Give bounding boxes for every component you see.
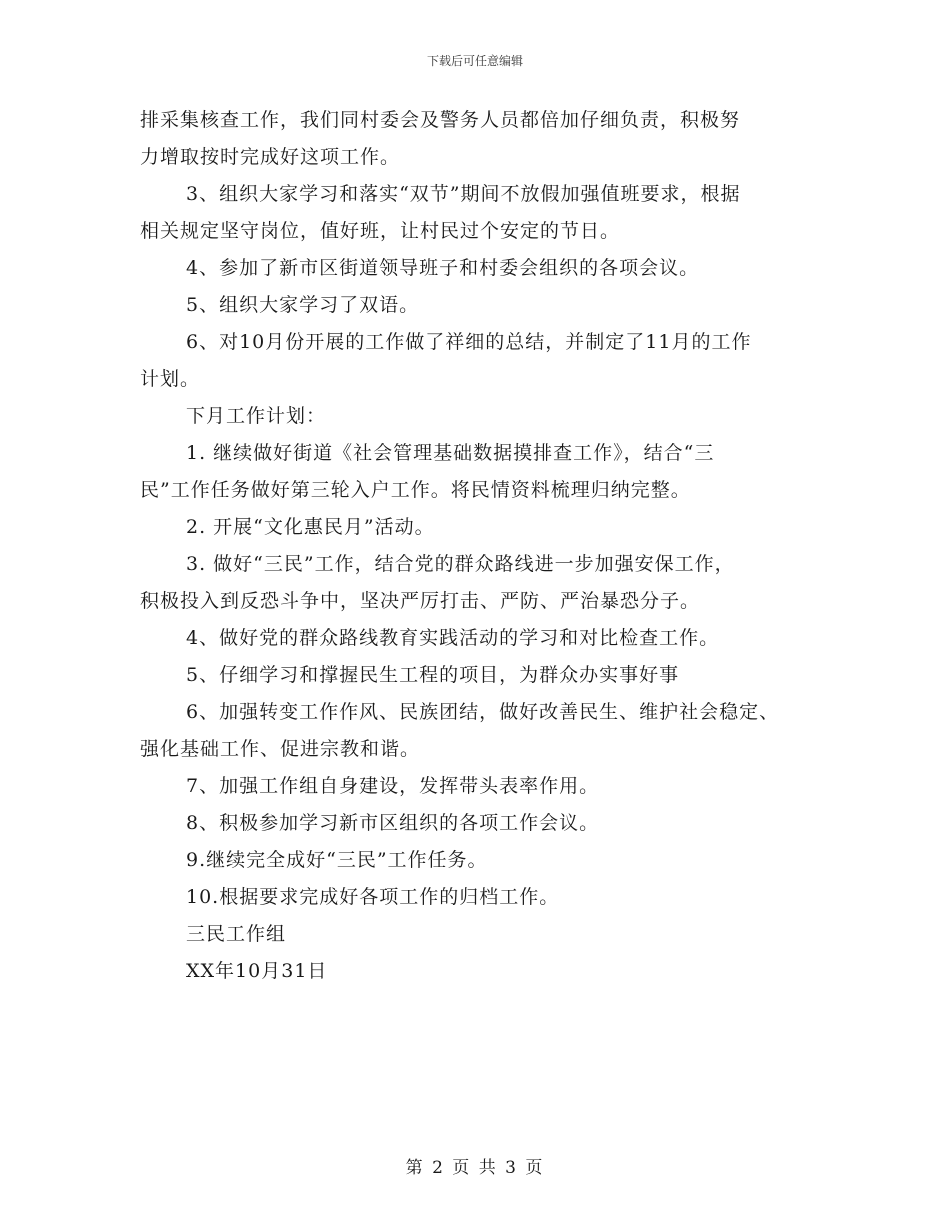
document-line: 3. 做好“三民”工作，结合党的群众路线进一步加强安保工作， xyxy=(186,553,735,575)
document-line: 2. 开展“文化惠民月”活动。 xyxy=(186,516,435,538)
page-number-footer: 第 2 页 共 3 页 xyxy=(405,1158,545,1178)
document-line: 8、积极参加学习新市区组织的各项工作会议。 xyxy=(186,812,600,834)
document-line: 5、仔细学习和撑握民生工程的项目，为群众办实事好事 xyxy=(186,664,680,686)
document-line: 3、组织大家学习和落实“双节”期间不放假加强值班要求，根据 xyxy=(186,183,741,205)
document-line: 7、加强工作组自身建设，发挥带头表率作用。 xyxy=(186,775,600,797)
document-line: 积极投入到反恐斗争中，坚决严厉打击、严防、严治暴恐分子。 xyxy=(140,590,701,612)
page-header-note: 下载后可任意编辑 xyxy=(426,54,523,68)
document-line: 力增取按时完成好这项工作。 xyxy=(140,146,401,168)
document-line: 9.继续完全成好“三民”工作任务。 xyxy=(186,849,488,871)
document-line: 三民工作组 xyxy=(186,923,287,945)
document-line: 10.根据要求完成好各项工作的归档工作。 xyxy=(186,886,560,908)
document-line: XX年10月31日 xyxy=(186,960,328,982)
document-body xyxy=(140,102,830,990)
document-line: 6、加强转变工作作风、民族团结，做好改善民生、维护社会稳定、 xyxy=(186,701,780,723)
document-line: 5、组织大家学习了双语。 xyxy=(186,294,420,316)
document-line: 4、做好党的群众路线教育实践活动的学习和对比检查工作。 xyxy=(186,627,720,649)
document-line: 下月工作计划： xyxy=(186,405,327,427)
document-line: 计划。 xyxy=(140,368,201,390)
document-line: 4、参加了新市区街道领导班子和村委会组织的各项会议。 xyxy=(186,257,700,279)
document-line: 民”工作任务做好第三轮入户工作。将民情资料梳理归纳完整。 xyxy=(140,479,691,501)
document-line: 6、对10月份开展的工作做了祥细的总结，并制定了11月的工作 xyxy=(186,331,752,353)
document-line: 强化基础工作、促进宗教和谐。 xyxy=(140,738,421,760)
document-line: 排采集核查工作，我们同村委会及警务人员都倍加仔细负责，积极努 xyxy=(140,109,741,131)
document-line: 1. 继续做好街道《社会管理基础数据摸排查工作》，结合“三 xyxy=(186,442,715,464)
document-line: 相关规定坚守岗位，值好班，让村民过个安定的节日。 xyxy=(140,220,621,242)
